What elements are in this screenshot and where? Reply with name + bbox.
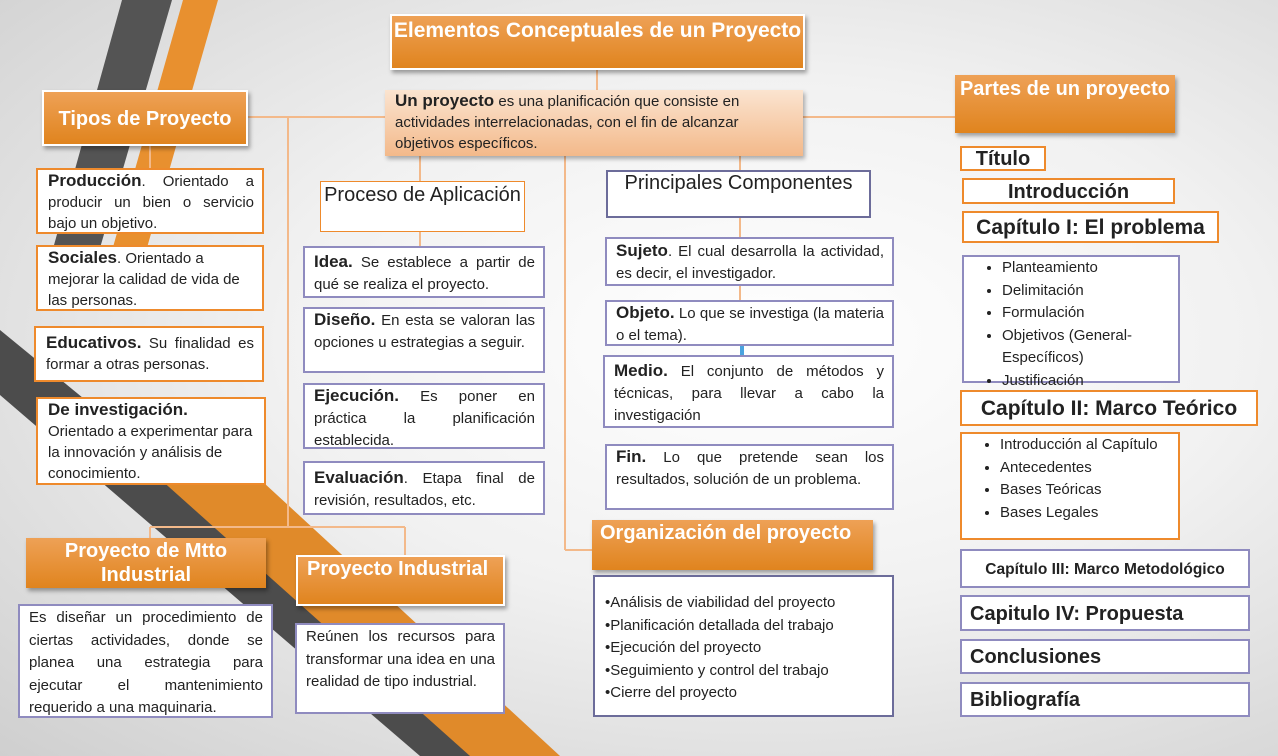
partes-bibliografia: Bibliografía	[960, 682, 1250, 717]
cap1-bullets	[964, 257, 1178, 392]
proceso-text: . Etapa final de revisión, resultados, etc.	[314, 470, 535, 509]
proceso-term: Diseño.	[314, 310, 376, 329]
partes-cap1-title: Capítulo I: El problema	[962, 211, 1219, 243]
tipo-text: Su finalidad es formar a otras personas.	[46, 335, 254, 373]
organizacion-item: •Análisis de viabilidad del proyecto	[605, 594, 836, 611]
partes-titulo: Título	[960, 146, 1046, 171]
partes-cap1-list	[962, 255, 1180, 389]
proceso-ejecucion	[303, 383, 545, 449]
cap2-item: • Bases Teóricas	[1000, 479, 1178, 502]
tipo-produccion	[36, 168, 264, 234]
componente-term: Sujeto	[616, 241, 668, 260]
organizacion-item: •Cierre del proyecto	[605, 684, 737, 701]
organizacion-item: •Seguimiento y control del trabajo	[605, 661, 829, 679]
tipo-sociales	[36, 245, 264, 311]
cap2-item: • Antecedentes	[1000, 457, 1178, 480]
organizacion-item: •Planificación detallada del trabajo	[605, 616, 834, 634]
componente-fin	[605, 444, 894, 510]
proceso-term: Idea.	[314, 252, 353, 271]
componente-text: El conjunto de métodos y técnicas, para llevar a cabo la investigación	[614, 363, 884, 424]
componente-text: Lo que pretende sean los resultados, solución de un problema.	[616, 449, 884, 488]
industrial-description: Reúnen los recursos para transformar una idea en una realidad de tipo industrial.	[295, 623, 505, 714]
cap1-item: • Delimitación	[1002, 280, 1178, 303]
definition-box	[385, 90, 803, 156]
proceso-text: Se establece a partir de qué se realiza el proyecto.	[314, 254, 535, 293]
tipos-header: Tipos de Proyecto	[42, 90, 248, 146]
proceso-text: En esta se valoran las opciones u estrategias a seguir.	[314, 312, 535, 351]
componente-sujeto	[605, 237, 894, 286]
organizacion-item: •Ejecución del proyecto	[605, 639, 762, 656]
proceso-term: Ejecución.	[314, 386, 400, 405]
cap2-item: • Introducción al Capítulo	[1000, 434, 1178, 457]
componente-objeto	[605, 300, 894, 346]
cap1-item: • Formulación	[1002, 302, 1178, 325]
cap2-item: • Bases Legales	[1000, 502, 1178, 525]
componente-term: Fin.	[616, 447, 647, 466]
tipo-term: Sociales	[48, 248, 117, 267]
componente-medio	[603, 355, 894, 428]
diagram-title: Elementos Conceptuales de un Proyecto	[390, 14, 805, 70]
partes-introduccion: Introducción	[962, 178, 1175, 204]
organizacion-list	[593, 575, 894, 717]
tipo-term: Producción	[48, 171, 142, 190]
proceso-idea	[303, 246, 545, 298]
definition-text: es una planificación que consiste en actividades interrelacionadas, con el fin de alcanzar objetivos específicos.	[395, 93, 740, 152]
tipo-text: . Orientado a mejorar la calidad de vida de las personas.	[48, 250, 240, 309]
cap2-bullets	[962, 434, 1178, 524]
componentes-header: Principales Componentes	[606, 170, 871, 218]
partes-cap2-list	[960, 432, 1180, 540]
cap1-item: • Objetivos (General-Específicos)	[1002, 325, 1178, 370]
partes-cap2-title: Capítulo II: Marco Teórico	[960, 390, 1258, 426]
tipo-term: De investigación.	[48, 400, 188, 419]
cap1-item: • Justificación	[1002, 370, 1178, 393]
industrial-header: Proyecto Industrial	[296, 555, 505, 606]
componente-text: Lo que se investiga (la materia o el tema).	[616, 305, 884, 344]
componente-text: . El cual desarrolla la actividad, es decir, el investigador.	[616, 243, 884, 282]
proceso-evaluacion	[303, 461, 545, 515]
partes-header: Partes de un proyecto	[955, 75, 1175, 133]
proceso-diseno	[303, 307, 545, 373]
partes-conclusiones: Conclusiones	[960, 639, 1250, 674]
componente-term: Objeto.	[616, 303, 675, 322]
cap1-item: • Planteamiento	[1002, 257, 1178, 280]
mtto-description: Es diseñar un procedimiento de ciertas actividades, donde se planea una estrategia para ejecutar el mantenimiento requerido a una maquinaria.	[18, 604, 273, 718]
componente-term: Medio.	[614, 361, 668, 380]
tipo-investigacion	[36, 397, 266, 485]
partes-cap3: Capítulo III: Marco Metodológico	[960, 549, 1250, 588]
tipo-educativos	[34, 326, 264, 382]
mtto-header: Proyecto de Mtto Industrial	[26, 538, 266, 588]
definition-term: Un proyecto	[395, 91, 495, 110]
organizacion-header: Organización del proyecto	[592, 520, 873, 570]
tipo-text: . Orientado a producir un bien o servicio bajo un objetivo.	[48, 173, 254, 232]
tipo-text: Orientado a experimentar para la innovación y análisis de conocimiento.	[48, 423, 253, 482]
proceso-term: Evaluación	[314, 468, 404, 487]
proceso-text: Es poner en práctica la planificación establecida.	[314, 388, 535, 449]
partes-cap4: Capitulo IV: Propuesta	[960, 595, 1250, 631]
tipo-term: Educativos.	[46, 333, 142, 352]
proceso-header: Proceso de Aplicación	[320, 181, 525, 232]
